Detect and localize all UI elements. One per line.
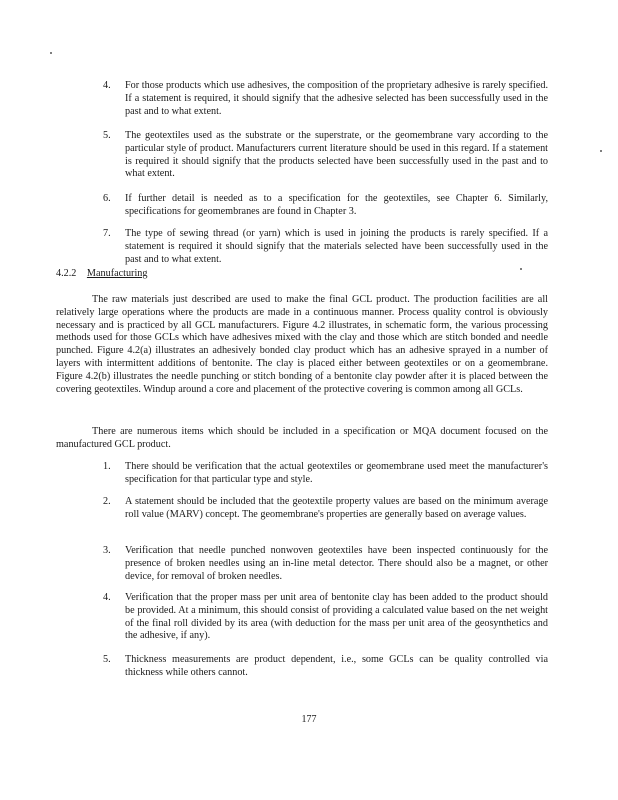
- list-item-number: 4.: [103, 592, 111, 603]
- page-number: 177: [301, 714, 317, 725]
- section-title: Manufacturing: [86, 268, 148, 279]
- list-item: [103, 80, 548, 118]
- list-item-text: Verification that the proper mass per unit area of bentonite clay has been added to the product should be provided. At a minimum, this should consist of providing a calculated value based on the net weight of the final roll divided by its area (with deduction for the mass per unit area of the geosynthetics and the adhesive, if any).: [125, 592, 548, 642]
- list-item-text: Verification that needle punched nonwoven geotextiles have been inspected continuously for the presence of broken needles using an in-line metal detector. There should also be a magnet, or other device, for removal of broken needles.: [125, 545, 548, 582]
- list-item: [103, 461, 548, 487]
- list-item: [103, 496, 548, 522]
- list-item-text: A statement should be included that the geotextile property values are based on the minimum average roll value (MARV) concept. The geomembrane's properties are generally based on average values.: [125, 496, 548, 520]
- list-item-number: 1.: [103, 461, 111, 472]
- section-number: 4.2.2: [56, 268, 77, 279]
- list-item-number: 5.: [103, 130, 111, 141]
- list-item-text: The geotextiles used as the substrate or the superstrate, or the geomembrane vary according to the particular style of product. Manufacturers current literature should be used in this regard. If a statement is required it should signify that the products selected have been successfully used in the past and to what extent.: [125, 130, 548, 180]
- list-item-number: 5.: [103, 654, 111, 665]
- list-item: [103, 592, 548, 643]
- body-paragraph: The raw materials just described are used to make the final GCL product. The production facilities are all relatively large operations where the products are made in a continuous manner. Process quality control is obviously necessary and is practiced by all GCL manufacturers. Figure 4.2 illustrates, in schematic form, the various processing methods used for those GCLs which have adhesives mixed with the clay and those which are stitch bonded and needle punched. Figure 4.2(a) illustrates an adhesively bonded clay product which has an adhesive sprayed in a number of layers with intermittent additions of bentonite. The clay is placed either between geotextiles or on a geomembrane. Figure 4.2(b) illustrates the needle punching or stitch bonding of a bentonite clay powder after it is placed between the covering geotextiles. Windup around a core and placement of the protective covering is common among all GCLs.: [56, 294, 548, 395]
- list-item-text: For those products which use adhesives, the composition of the proprietary adhesive is rarely specified. If a statement is required, it should signify that the adhesive selected has been successfully used in the past and to what extent.: [125, 80, 548, 117]
- body-paragraph: There are numerous items which should be included in a specification or MQA document focused on the manufactured GCL product.: [56, 426, 548, 450]
- list-item-text: There should be verification that the actual geotextiles or geomembrane used meet the manufacturer's specification for that particular type and style.: [125, 461, 548, 485]
- list-item: [103, 654, 548, 680]
- list-item-text: The type of sewing thread (or yarn) which is used in joining the products is rarely specified. If a statement is required it should signify that the materials selected have been successfully used in the past and to what extent.: [125, 228, 548, 265]
- list-item-number: 6.: [103, 193, 111, 204]
- list-item-number: 7.: [103, 228, 111, 239]
- list-item: [103, 193, 548, 219]
- list-item: [103, 130, 548, 181]
- list-item-number: 2.: [103, 496, 111, 507]
- list-item: [103, 228, 548, 266]
- list-item-number: 3.: [103, 545, 111, 556]
- list-item-text: Thickness measurements are product dependent, i.e., some GCLs can be quality controlled via thickness while others cannot.: [125, 654, 548, 678]
- list-item-number: 4.: [103, 80, 111, 91]
- scan-speck: [600, 150, 602, 152]
- section-heading: [56, 268, 147, 281]
- list-item-text: If further detail is needed as to a specification for the geotextiles, see Chapter 6. Similarly, specifications for geomembranes are found in Chapter 3.: [125, 193, 548, 217]
- list-item: [103, 545, 548, 583]
- scan-speck: [520, 268, 522, 270]
- scan-speck: [50, 52, 52, 54]
